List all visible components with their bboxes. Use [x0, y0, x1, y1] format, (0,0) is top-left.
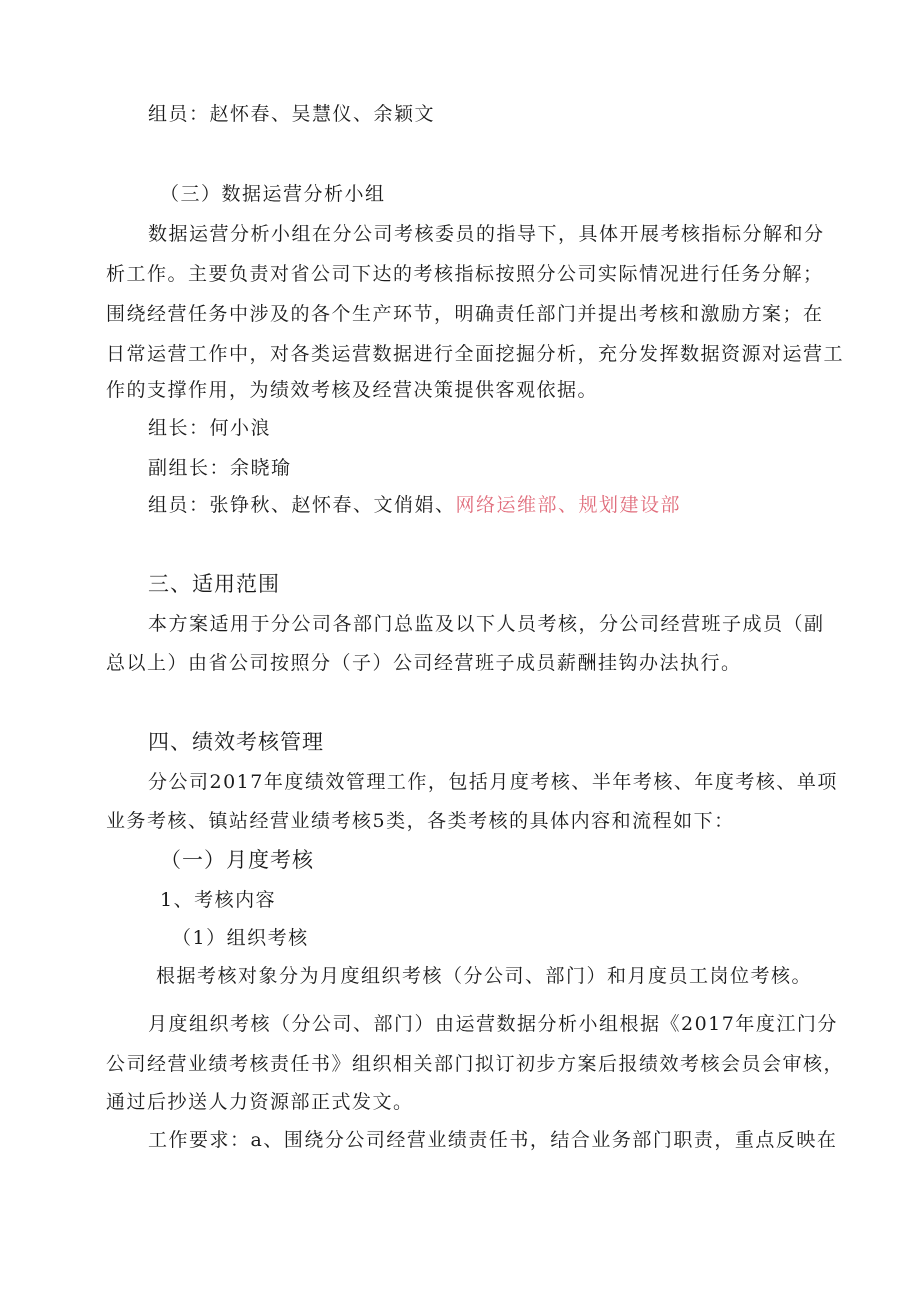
paragraph-line: 析工作。主要负责对省公司下达的考核指标按照分公司实际情况进行任务分解； — [106, 263, 824, 285]
paragraph-line: 业务考核、镇站经营业绩考核5类，各类考核的具体内容和流程如下： — [106, 810, 735, 832]
members-departments-highlight: 网络运维部、规划建设部 — [455, 494, 682, 516]
item-title: 1、考核内容 — [160, 889, 277, 911]
paragraph-line: 作的支撑作用，为绩效考核及经营决策提供客观依据。 — [106, 379, 599, 401]
paragraph-line: 通过后抄送人力资源部正式发文。 — [106, 1091, 414, 1113]
section-scope-heading: 三、适用范围 — [148, 572, 280, 596]
group-leader-line: 组长：何小浪 — [148, 417, 272, 439]
paragraph-line: 围绕经营任务中涉及的各个生产环节，明确责任部门并提出考核和激励方案；在 — [106, 303, 824, 325]
paragraph-line: 日常运营工作中，对各类运营数据进行全面挖掘分析，充分发挥数据资源对运营工 — [106, 343, 845, 365]
members-names: 组员：张铮秋、赵怀春、文俏娟、 — [148, 494, 456, 516]
paragraph-line: 工作要求：a、围绕分公司经营业绩责任书，结合业务部门职责，重点反映在 — [148, 1129, 838, 1151]
paragraph-line: 根据考核对象分为月度组织考核（分公司、部门）和月度员工岗位考核。 — [156, 965, 813, 987]
paragraph-line: 月度组织考核（分公司、部门）由运营数据分析小组根据《2017年度江门分 — [148, 1013, 838, 1035]
subsection-monthly-heading: （一）月度考核 — [160, 848, 314, 872]
group-members-line: 组员：赵怀春、吴慧仪、余颖文 — [148, 103, 436, 125]
paragraph-line: 分公司2017年度绩效管理工作，包括月度考核、半年考核、年度考核、单项 — [148, 771, 838, 793]
deputy-leader-line: 副组长：余晓瑜 — [148, 457, 292, 479]
section-data-analysis-title: （三）数据运营分析小组 — [160, 183, 386, 205]
paragraph-line: 数据运营分析小组在分公司考核委员的指导下，具体开展考核指标分解和分 — [148, 223, 825, 245]
group-members-line — [148, 493, 681, 517]
section-performance-heading: 四、绩效考核管理 — [148, 730, 324, 754]
paragraph-line: 总以上）由省公司按照分（子）公司经营班子成员薪酬挂钩办法执行。 — [106, 652, 742, 674]
paragraph-line: 本方案适用于分公司各部门总监及以下人员考核，分公司经营班子成员（副 — [148, 613, 825, 635]
paragraph-line: 公司经营业绩考核责任书》组织相关部门拟订初步方案后报绩效考核会员会审核， — [106, 1053, 845, 1075]
item-subtitle: （1）组织考核 — [172, 927, 309, 949]
